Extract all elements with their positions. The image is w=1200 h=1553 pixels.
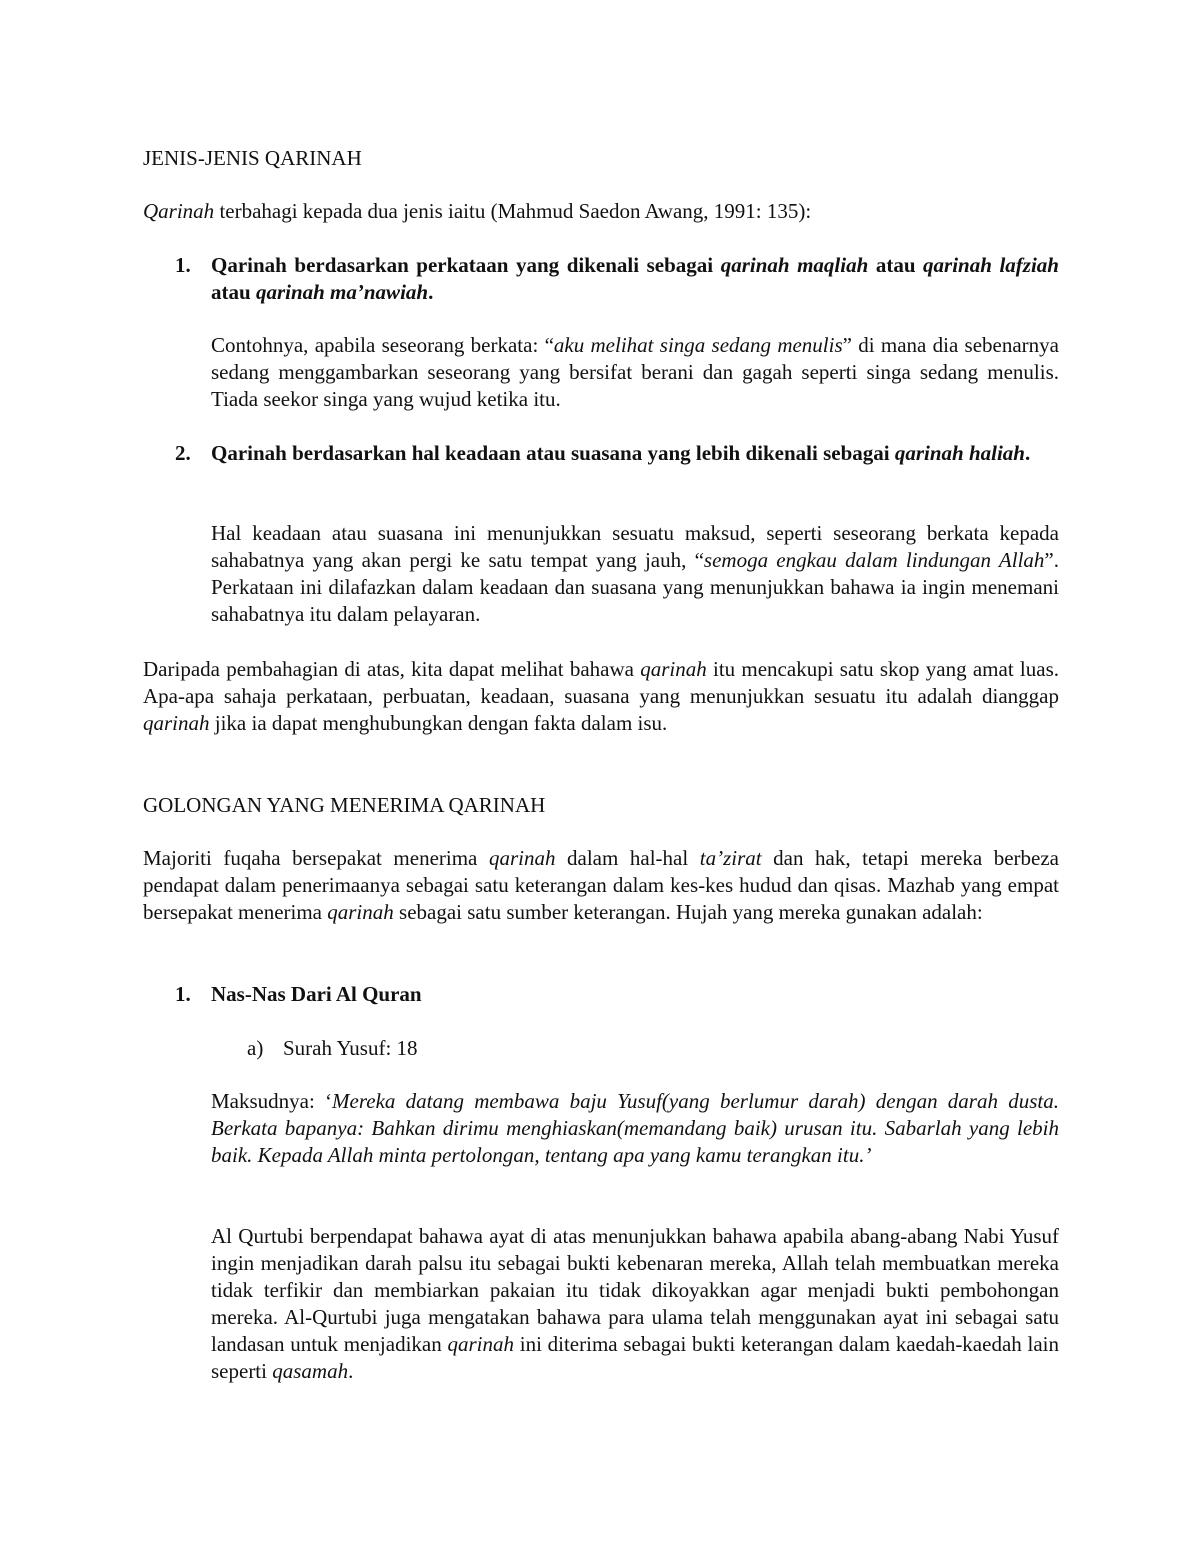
list-number-1: 1. — [175, 253, 191, 277]
paragraph-text: ” di mana dia sebenarnya sedang menggambarkan seseorang yang bersifat berani dan gagah seperti singa sedang menulis. Tiada seekor singa yang wujud ketika itu. — [211, 333, 1059, 411]
paragraph-text: jika ia dapat menghubungkan dengan fakta dalam isu. — [209, 711, 668, 735]
term: ta’zirat — [699, 846, 762, 870]
item-term: qarinah haliah — [894, 441, 1025, 465]
item-text: atau — [868, 253, 924, 277]
paragraph-text: Maksudnya: ‘ — [211, 1089, 333, 1113]
summary-paragraph — [143, 656, 1059, 737]
paragraph-text: Al Qurtubi berpendapat bahawa ayat di atas menunjukkan bahawa apabila abang-abang Nabi Yusuf ingin menjadikan darah palsu itu sebagai bukti kebenaran mereka, Allah telah membuatkan mereka tidak terfikir dan membiarkan pakaian itu tidak dikoyakkan agar menjadi bukti pembohongan mereka. Al-Qurtubi juga mengatakan bahawa para ulama telah menggunakan ayat ini sebagai satu landasan untuk menjadikan — [211, 1224, 1059, 1356]
paragraph-text: Hal keadaan atau suasana ini menunjukkan sesuatu maksud, seperti seseorang berkata kepada sahabatnya yang akan pergi ke satu tempat yang jauh, “ — [211, 521, 1059, 572]
item-term: qarinah maqliah — [720, 253, 869, 277]
intro-text: terbahagi kepada dua jenis iaitu (Mahmud Saedon Awang, 1991: 135): — [214, 199, 812, 223]
sub-item-surah-yusuf — [283, 1035, 983, 1062]
meaning-paragraph — [211, 1088, 1059, 1169]
term: qarinah — [327, 900, 394, 924]
majority-paragraph — [143, 845, 1059, 926]
term: qarinah — [640, 657, 707, 681]
item-title: Nas-Nas Dari Al Quran — [211, 982, 422, 1006]
paragraph-text: Daripada pembahagian di atas, kita dapat melihat bahawa — [143, 657, 641, 681]
qurtubi-paragraph — [211, 1223, 1059, 1385]
paragraph-text: ini diterima sebagai bukti keterangan dalam kaedah-kaedah lain seperti — [211, 1332, 1059, 1383]
section-heading-jenis-qarinah — [143, 145, 1063, 172]
item-term: qarinah ma’nawiah — [255, 280, 429, 304]
intro-paragraph — [143, 198, 1063, 225]
example-paragraph-1 — [211, 332, 1059, 413]
paragraph-text: dan hak, tetapi mereka berbeza pendapat dalam penerimaanya sebagai satu keterangan dalam kes-kes hudud dan qisas. Mazhab yang empat bersepakat menerima — [143, 846, 1059, 924]
list-number-nas: 1. — [175, 982, 191, 1006]
paragraph-text: sebagai satu sumber keterangan. Hujah yang mereka gunakan adalah: — [393, 900, 983, 924]
term: qarinah — [488, 846, 556, 870]
paragraph-text: . — [348, 1359, 354, 1383]
term: qarinah — [143, 711, 210, 735]
item-text: Qarinah berdasarkan perkataan yang dikenali sebagai — [211, 253, 721, 277]
heading-text: GOLONGAN YANG MENERIMA QARINAH — [143, 793, 546, 817]
list-item-nas-quran — [211, 981, 1059, 1008]
section-heading-golongan — [143, 792, 1063, 819]
example-paragraph-2 — [211, 520, 1059, 628]
item-text: Qarinah berdasarkan hal keadaan atau suasana yang lebih dikenali sebagai — [211, 441, 895, 465]
item-text: atau — [211, 280, 256, 304]
paragraph-text: ”. Perkataan ini dilafazkan dalam keadaan dan suasana yang menunjukkan bahawa ia ingin menemani sahabatnya itu dalam pelayaran. — [211, 548, 1059, 626]
heading-text: JENIS-JENIS QARINAH — [143, 146, 362, 170]
verse-translation: Mereka datang membawa baju Yusuf(yang berlumur darah) dengan darah dusta. Berkata bapanya: Bahkan dirimu menghiaskan(memandang baik) urusan itu. Sabarlah yang lebih baik. Kepada Allah minta pertolongan, tentang apa yang kamu terangkan itu.’ — [211, 1089, 1059, 1167]
paragraph-text: dalam hal-hal — [555, 846, 700, 870]
term: qarinah — [447, 1332, 514, 1356]
term: qasamah — [272, 1359, 349, 1383]
quoted-phrase: aku melihat singa sedang menulis — [553, 333, 843, 357]
quoted-phrase: semoga engkau dalam lindungan Allah — [703, 548, 1045, 572]
intro-term: Qarinah — [143, 199, 215, 223]
sub-label-a: a) — [247, 1036, 264, 1060]
list-number-2: 2. — [175, 441, 191, 465]
item-text: . — [1025, 441, 1031, 465]
item-term: qarinah lafziah — [923, 253, 1059, 277]
item-text: . — [428, 280, 434, 304]
paragraph-text: Contohnya, apabila seseorang berkata: “ — [211, 333, 554, 357]
list-item-qarinah-haliah — [211, 440, 1059, 467]
paragraph-text: itu mencakupi satu skop yang amat luas. Apa-apa sahaja perkataan, perbuatan, keadaan, suasana yang menunjukkan sesuatu itu adalah dianggap — [143, 657, 1059, 708]
list-item-qarinah-perkataan — [211, 252, 1059, 306]
sub-item-text: Surah Yusuf: 18 — [283, 1036, 418, 1060]
paragraph-text: Majoriti fuqaha bersepakat menerima — [143, 846, 489, 870]
